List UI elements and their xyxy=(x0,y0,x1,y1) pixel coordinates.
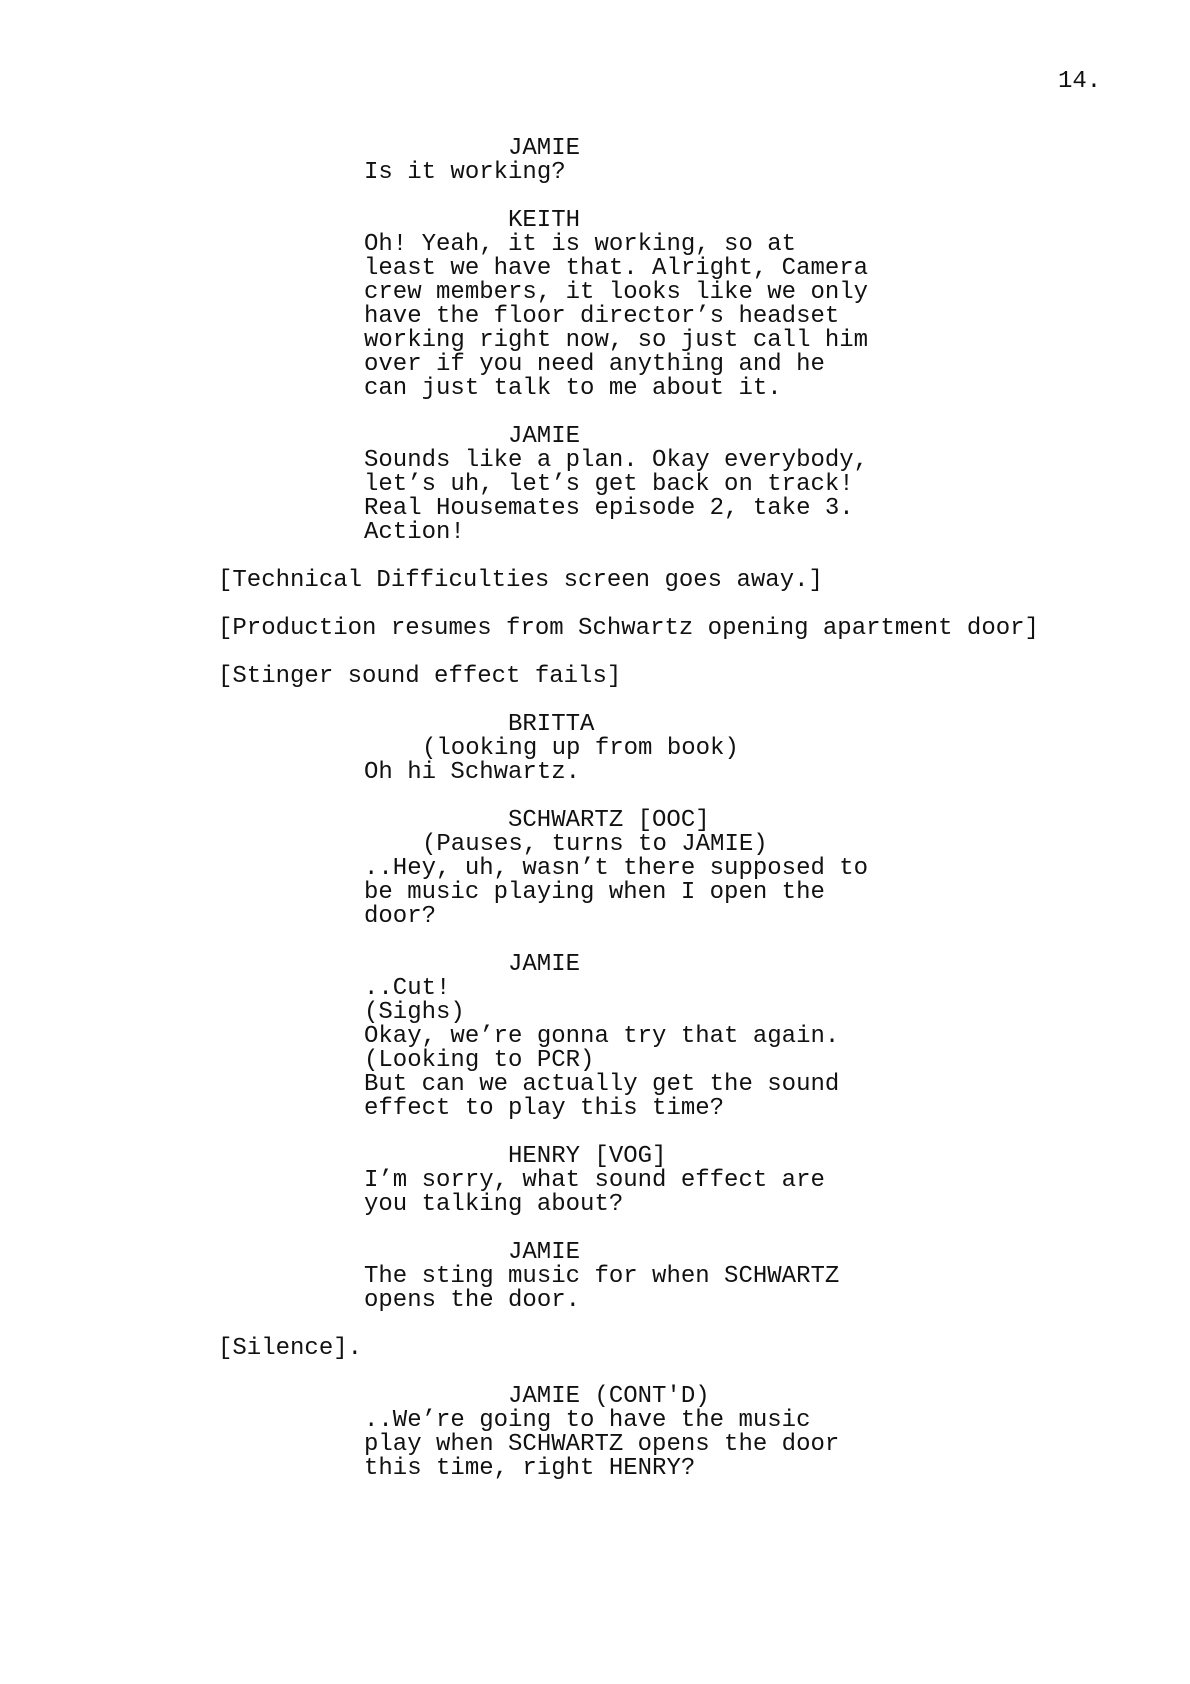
dialogue-line: opens the door. xyxy=(364,1287,581,1314)
blank-line xyxy=(0,1121,1190,1145)
dialogue-line: be music playing when I open the xyxy=(364,879,825,906)
parenthetical: (looking up from book) xyxy=(422,735,739,762)
dialogue-line: (Looking to PCR) xyxy=(364,1047,595,1074)
dialogue-line: door? xyxy=(364,903,437,930)
dialogue-line: crew members, it looks like we only xyxy=(364,279,869,306)
blank-line xyxy=(0,401,1190,425)
dialogue-line: let’s uh, let’s get back on track! xyxy=(364,471,854,498)
blank-line xyxy=(0,641,1190,665)
action-line: [Technical Difficulties screen goes away.] xyxy=(218,567,823,594)
parenthetical: (Pauses, turns to JAMIE) xyxy=(422,831,768,858)
dialogue-line: ..Hey, uh, wasn’t there supposed to xyxy=(364,855,869,882)
blank-line xyxy=(0,689,1190,713)
dialogue-line: play when SCHWARTZ opens the door xyxy=(364,1431,840,1458)
page-number: 14. xyxy=(1058,68,1102,95)
blank-line xyxy=(0,929,1190,953)
blank-line xyxy=(0,785,1190,809)
blank-line xyxy=(0,545,1190,569)
character-name: KEITH xyxy=(508,207,581,234)
character-name: JAMIE xyxy=(508,135,581,162)
dialogue-line: ..We’re going to have the music xyxy=(364,1407,811,1434)
dialogue-line: least we have that. Alright, Camera xyxy=(364,255,869,282)
dialogue-line: The sting music for when SCHWARTZ xyxy=(364,1263,840,1290)
dialogue-line: effect to play this time? xyxy=(364,1095,725,1122)
character-name: BRITTA xyxy=(508,711,595,738)
action-line: [Production resumes from Schwartz opening apartment door] xyxy=(218,615,1039,642)
dialogue-line: working right now, so just call him xyxy=(364,327,869,354)
script-body xyxy=(0,137,1190,1481)
action-line: [Silence]. xyxy=(218,1335,363,1362)
dialogue-line: Real Housemates episode 2, take 3. xyxy=(364,495,854,522)
dialogue-line: can just talk to me about it. xyxy=(364,375,782,402)
blank-line xyxy=(0,1217,1190,1241)
dialogue-line: you talking about? xyxy=(364,1191,624,1218)
character-name: JAMIE xyxy=(508,1239,581,1266)
character-name: SCHWARTZ [OOC] xyxy=(508,807,710,834)
dialogue-line: Oh! Yeah, it is working, so at xyxy=(364,231,797,258)
blank-line xyxy=(0,1361,1190,1385)
dialogue-line: over if you need anything and he xyxy=(364,351,825,378)
dialogue-line: Okay, we’re gonna try that again. xyxy=(364,1023,840,1050)
character-name: JAMIE xyxy=(508,951,581,978)
dialogue-line: But can we actually get the sound xyxy=(364,1071,840,1098)
blank-line xyxy=(0,593,1190,617)
dialogue-line: this time, right HENRY? xyxy=(364,1455,696,1482)
dialogue-line: I’m sorry, what sound effect are xyxy=(364,1167,825,1194)
character-name: HENRY [VOG] xyxy=(508,1143,667,1170)
dialogue-line: ..Cut! xyxy=(364,975,451,1002)
blank-line xyxy=(0,185,1190,209)
dialogue-line: (Sighs) xyxy=(364,999,465,1026)
action-line: [Stinger sound effect fails] xyxy=(218,663,622,690)
dialogue-line: Action! xyxy=(364,519,465,546)
dialogue-line: Sounds like a plan. Okay everybody, xyxy=(364,447,869,474)
blank-line xyxy=(0,1313,1190,1337)
character-name: JAMIE (CONT'D) xyxy=(508,1383,710,1410)
dialogue-line: Oh hi Schwartz. xyxy=(364,759,581,786)
dialogue-line: Is it working? xyxy=(364,159,566,186)
dialogue-line: have the floor director’s headset xyxy=(364,303,840,330)
character-name: JAMIE xyxy=(508,423,581,450)
